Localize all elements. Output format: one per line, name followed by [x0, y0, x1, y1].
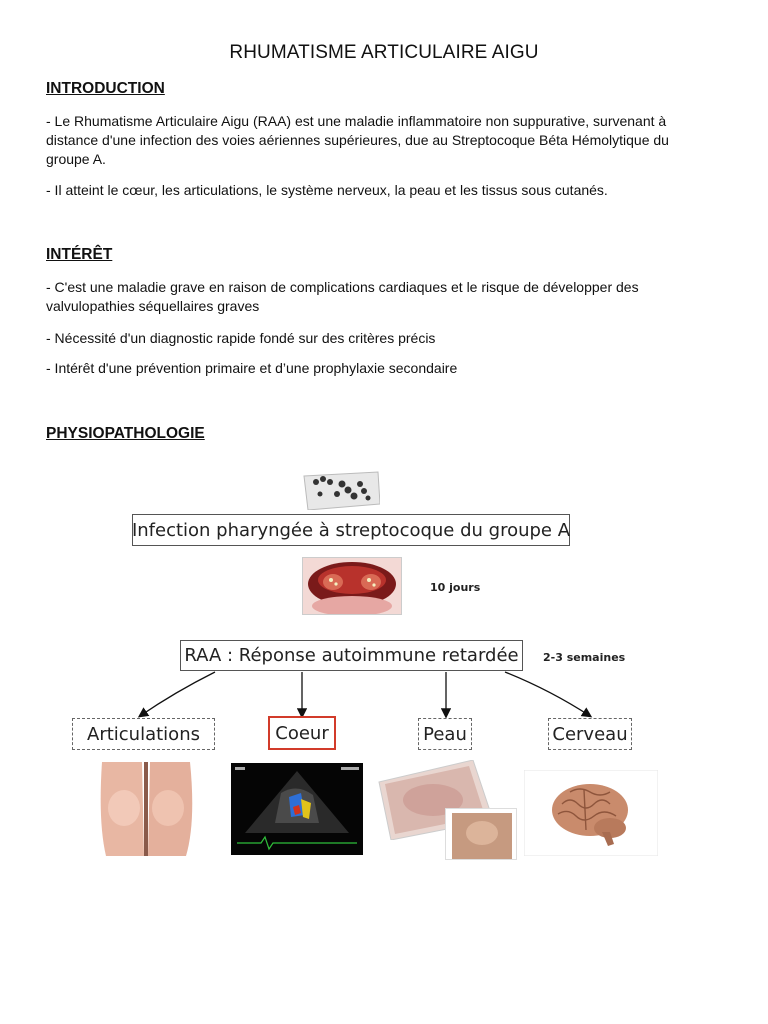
knees-photo	[98, 762, 194, 856]
interet-paragraph-1: - C'est une maladie grave en raison de complications cardiaques et le risque de développer des valvulopathies séquellaires graves	[46, 279, 639, 314]
introduction-paragraph-1: - Le Rhumatisme Articulaire Aigu (RAA) est une maladie inflammatoire non suppurative, survenant à distance d'une infection des voies aériennes supérieures, due au Streptocoque Béta Hémolytique du groupe A.	[46, 113, 669, 167]
target-peau: Peau	[418, 718, 472, 750]
page-title: RHUMATISME ARTICULAIRE AIGU	[229, 42, 539, 63]
interet-heading: INTÉRÊT	[46, 246, 113, 263]
introduction-heading: INTRODUCTION	[46, 80, 165, 97]
delay-2-3-weeks: 2-3 semaines	[543, 651, 626, 664]
physiopathologie-heading: PHYSIOPATHOLOGIE	[46, 425, 205, 442]
target-cerveau: Cerveau	[548, 718, 632, 750]
delay-10-days: 10 jours	[430, 581, 481, 594]
raa-box: RAA : Réponse autoimmune retardée	[180, 640, 523, 671]
interet-paragraph-2: - Nécessité d'un diagnostic rapide fondé sur des critères précis	[46, 330, 436, 346]
introduction-paragraph-2: - Il atteint le cœur, les articulations, le système nerveux, la peau et les tissus sous cutanés.	[46, 182, 608, 198]
infection-box: Infection pharyngée à streptocoque du groupe A	[132, 514, 570, 546]
interet-paragraph-3: - Intérêt d'une prévention primaire et d’une prophylaxie secondaire	[46, 360, 458, 376]
target-coeur: Coeur	[268, 716, 336, 750]
echocardiogram-image	[231, 763, 363, 855]
nodule-photo	[445, 808, 517, 860]
target-articulations: Articulations	[72, 718, 215, 750]
brain-image	[524, 770, 658, 856]
